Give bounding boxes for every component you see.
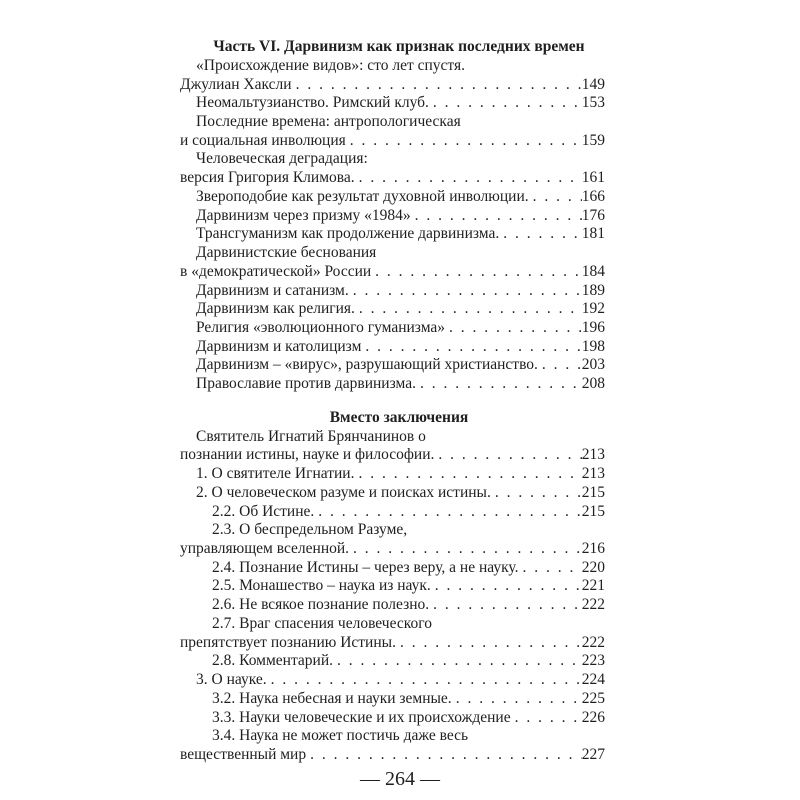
toc-entry-title: 2.6. Не всякое познание полезно.	[212, 596, 430, 614]
toc-entry	[212, 558, 605, 578]
toc-entry-title: Дарвинизм – «вирус», разрушающий христианство.	[196, 356, 538, 374]
toc-entry	[196, 374, 605, 394]
toc-line: Святитель Игнатий Брянчанинов о	[196, 427, 426, 445]
toc-entry	[180, 262, 605, 282]
toc-entry-title: 2.4. Познание Истины – через веру, а не науку.	[212, 558, 519, 576]
toc-entry-title: 2. О человеческом разуме и поисках истины.	[196, 483, 491, 501]
toc-entry-title: Дарвинизм и сатанизм.	[196, 281, 349, 299]
toc-leader-dots	[396, 633, 582, 653]
toc-line: Последние времена: антропологическая	[196, 112, 461, 130]
toc-entry-title: в «демократической» России	[180, 262, 372, 280]
toc-entry	[196, 281, 605, 301]
toc-leader-dots	[429, 93, 582, 113]
toc-entry	[180, 75, 605, 95]
toc-entry-title: Звероподобие как результат духовной инволюции.	[196, 187, 529, 205]
toc-entry-title: 1. О святителе Игнатии.	[196, 465, 355, 482]
toc-entry-page: 221	[581, 577, 605, 595]
toc-entry-title: Религия «эволюционного гуманизма»	[196, 319, 446, 336]
toc-leader-dots	[411, 206, 582, 226]
toc-line: Дарвинистские беснования	[196, 244, 377, 261]
toc-entry-title: 3. О науке.	[196, 671, 267, 689]
toc-entry-title: Джулиан Хаксли	[180, 75, 292, 93]
toc-entry-page: 181	[581, 225, 605, 243]
toc-entry-title: 2.5. Монашество – наука из наук.	[212, 577, 431, 595]
toc-entry-page: 159	[581, 131, 605, 149]
toc-entry-page: 203	[581, 356, 605, 374]
toc-leader-dots	[511, 708, 582, 728]
toc-entry-title: Дарвинизм через призму «1984»	[196, 206, 411, 224]
toc-leader-dots	[267, 670, 582, 690]
toc-leader-dots	[292, 75, 582, 95]
toc-entry	[180, 445, 605, 465]
toc-line: 2.3. О беспредельном Разуме,	[212, 521, 408, 539]
toc-entry	[196, 206, 605, 226]
toc-leader-dots	[354, 464, 581, 484]
toc-leader-dots	[333, 651, 582, 671]
toc-entry-title: Дарвинизм и католицизм	[196, 337, 362, 355]
toc-entry-title: 3.3. Науки человеческие и их происхождение	[212, 708, 511, 726]
toc-leader-dots	[371, 262, 582, 282]
toc-entry-title: 2.8. Комментарий.	[212, 652, 333, 670]
toc-entry-title: Дарвинизм как религия.	[196, 300, 355, 318]
toc-entry-title: вещественный мир	[180, 746, 307, 763]
toc-leader-dots	[529, 187, 582, 207]
toc-entry	[180, 168, 605, 188]
toc-entry-page: 222	[581, 596, 605, 614]
toc-line: 2.7. Враг спасения человеческого	[212, 614, 432, 632]
toc-entry	[180, 539, 605, 559]
toc-entry-page: 192	[581, 300, 605, 318]
toc-entry-page: 184	[581, 262, 605, 280]
toc-leader-dots	[349, 539, 582, 559]
toc-leader-dots	[499, 224, 582, 244]
toc-leader-dots	[518, 558, 581, 578]
toc-entry-page: 161	[581, 169, 605, 187]
part-6-heading: Часть VI. Дарвинизм как признак последних времен	[213, 38, 585, 55]
toc-entry-page: 189	[581, 281, 605, 299]
toc-entry-page: 153	[581, 94, 605, 112]
toc-entry-page: 216	[581, 540, 605, 557]
toc-entry-page: 220	[581, 558, 605, 576]
toc-entry-title: Трансгуманизм как продолжение дарвинизма.	[196, 225, 500, 243]
toc-entry-page: 222	[581, 633, 605, 651]
toc-leader-dots	[429, 595, 582, 615]
toc-entry-title: управляющем вселенной.	[180, 540, 350, 557]
toc-entry-page: 208	[581, 375, 605, 393]
toc-entry	[196, 464, 605, 484]
toc-line: 3.4. Наука не может постичь даже весь	[212, 727, 469, 745]
toc-leader-dots	[355, 299, 582, 319]
toc-entry-page: 225	[581, 689, 605, 707]
toc-line: Человеческая деградация:	[196, 150, 368, 168]
toc-entry-page: 213	[581, 446, 605, 464]
toc-entry-page: 223	[581, 652, 605, 670]
toc-leader-dots	[355, 168, 582, 188]
toc-leader-dots	[306, 745, 582, 765]
toc-entry-page: 226	[581, 708, 605, 726]
toc-entry-page: 149	[581, 75, 605, 93]
toc-entry	[212, 708, 605, 728]
toc-entry-page: 213	[581, 465, 605, 482]
toc-leader-dots	[445, 318, 582, 338]
page-number: — 264 —	[360, 768, 440, 790]
toc-entry	[212, 576, 605, 596]
toc-leader-dots	[434, 445, 581, 465]
toc-entry-page: 215	[581, 483, 605, 501]
toc-leader-dots	[491, 483, 582, 503]
toc-entry-title: и социальная инволюция	[180, 131, 346, 149]
toc-entry	[196, 187, 605, 207]
toc-entry	[180, 745, 605, 765]
toc-entry	[212, 502, 605, 522]
toc-entry-page: 227	[581, 746, 605, 763]
toc-leader-dots	[431, 576, 582, 596]
toc-entry	[180, 131, 605, 151]
toc-entry-page: 166	[581, 187, 605, 205]
toc-entry	[212, 651, 605, 671]
toc-entry	[196, 670, 605, 690]
toc-entry-page: 176	[581, 206, 605, 224]
toc-entry-title: 3.2. Наука небесная и науки земные.	[212, 689, 452, 707]
toc-entry-title: препятствует познанию Истины.	[180, 633, 396, 651]
conclusion-heading: Вместо заключения	[329, 408, 469, 426]
toc-entry	[196, 93, 605, 113]
toc-leader-dots	[346, 131, 582, 151]
toc-entry-page: 215	[581, 502, 605, 520]
toc-leader-dots	[416, 374, 582, 394]
toc-leader-dots	[314, 502, 581, 522]
toc-leader-dots	[452, 689, 582, 709]
toc-entry	[196, 355, 605, 375]
toc-entry-title: версия Григория Климова.	[180, 169, 355, 187]
toc-entry-page: 196	[581, 319, 605, 336]
toc-entry	[180, 633, 605, 653]
toc-entry-page: 224	[581, 671, 605, 689]
toc-entry	[212, 689, 605, 709]
toc-entry-title: Неомальтузианство. Римский клуб.	[196, 94, 429, 112]
toc-leader-dots	[361, 337, 581, 357]
toc-leader-dots	[538, 355, 582, 375]
toc-entry-title: 2.2. Об Истине.	[212, 502, 315, 520]
toc-entry-page: 198	[581, 337, 605, 355]
toc-entry	[196, 299, 605, 319]
toc-entry	[196, 318, 605, 338]
toc-line: «Происхождение видов»: сто лет спустя.	[196, 56, 465, 74]
toc-entry	[212, 595, 605, 615]
toc-entry-title: Православие против дарвинизма.	[196, 375, 416, 393]
toc-entry	[196, 337, 605, 357]
toc-leader-dots	[349, 281, 582, 301]
toc-entry	[196, 224, 605, 244]
toc-entry	[196, 483, 605, 503]
toc-entry-title: познании истины, науке и философии.	[180, 446, 435, 464]
